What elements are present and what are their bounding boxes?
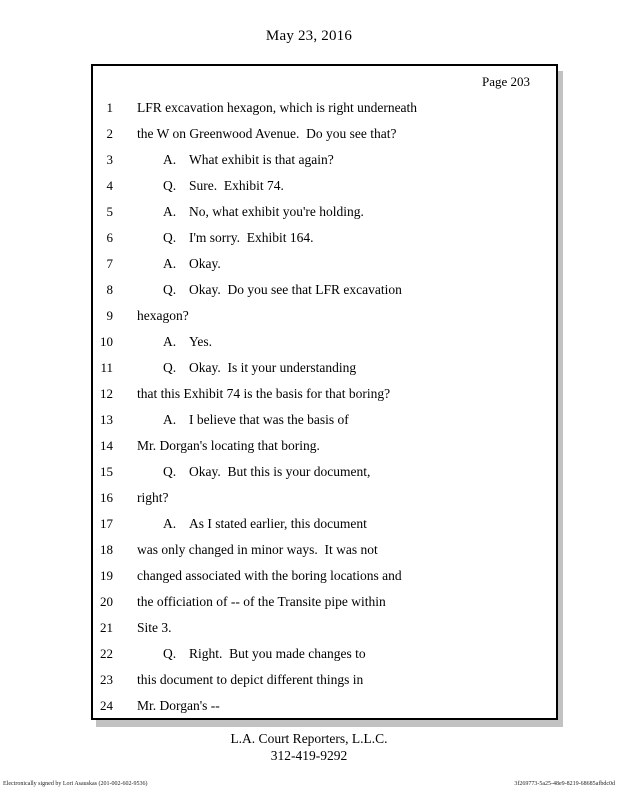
- line-speech: No, what exhibit you're holding.: [189, 204, 364, 219]
- transcript-lines: [93, 100, 556, 724]
- line-number: 20: [100, 594, 113, 609]
- transcript-line: [93, 282, 556, 308]
- line-speech: Yes.: [189, 334, 213, 349]
- line-speech: What exhibit is that again?: [189, 152, 334, 167]
- speaker-prefix: Q.: [163, 646, 177, 661]
- line-text: [137, 412, 349, 428]
- line-text: [137, 230, 314, 246]
- line-text: [137, 360, 356, 376]
- transcript-line: [93, 308, 556, 334]
- transcript-line: [93, 490, 556, 516]
- line-speech: LFR excavation hexagon, which is right underneath: [137, 100, 418, 115]
- line-speech: Mr. Dorgan's --: [137, 698, 220, 713]
- line-speech: was only changed in minor ways. It was not: [137, 542, 378, 557]
- transcript-line: [93, 100, 556, 126]
- line-number: 2: [106, 126, 113, 141]
- reporter-company: L.A. Court Reporters, L.L.C.: [230, 731, 388, 746]
- transcript-line: [93, 386, 556, 412]
- line-speech: Sure. Exhibit 74.: [189, 178, 284, 193]
- transcript-line: [93, 412, 556, 438]
- transcript-line: [93, 256, 556, 282]
- line-number: 17: [100, 516, 113, 531]
- line-speech: changed associated with the boring locations and: [137, 568, 402, 583]
- line-number: 16: [100, 490, 113, 505]
- line-number: 12: [100, 386, 113, 401]
- line-number: 4: [106, 178, 113, 193]
- line-text: [137, 594, 386, 610]
- page-number-label: Page 203: [481, 74, 530, 89]
- line-speech: the officiation of -- of the Transite pipe within: [137, 594, 386, 609]
- line-text: [137, 204, 364, 220]
- line-speech: Mr. Dorgan's locating that boring.: [137, 438, 320, 453]
- line-text: [137, 672, 363, 688]
- line-number: 1: [106, 100, 113, 115]
- line-number: 5: [106, 204, 113, 219]
- line-number: 18: [100, 542, 113, 557]
- line-speech: I believe that was the basis of: [189, 412, 349, 427]
- transcript-line: [93, 620, 556, 646]
- speaker-prefix: A.: [163, 152, 177, 167]
- line-speech: Okay. Is it your understanding: [189, 360, 357, 375]
- line-number: 9: [106, 308, 113, 323]
- line-text: [137, 490, 169, 506]
- line-text: [137, 620, 172, 636]
- line-number: 3: [106, 152, 113, 167]
- transcript-line: [93, 698, 556, 724]
- line-number: 7: [106, 256, 113, 271]
- line-text: [137, 282, 402, 298]
- transcript-line: [93, 360, 556, 386]
- line-number: 14: [100, 438, 113, 453]
- line-text: [137, 152, 334, 168]
- line-speech: that this Exhibit 74 is the basis for that boring?: [137, 386, 391, 401]
- transcript-line: [93, 152, 556, 178]
- speaker-prefix: A.: [163, 334, 177, 349]
- line-number: 24: [100, 698, 113, 713]
- line-speech: Right. But you made changes to: [189, 646, 366, 661]
- line-text: [137, 126, 396, 142]
- speaker-prefix: A.: [163, 256, 177, 271]
- line-number: 15: [100, 464, 113, 479]
- transcript-line: [93, 334, 556, 360]
- electronic-signature-note: Electronically signed by Lori Asauskas (201-002-602-9536): [3, 781, 148, 787]
- speaker-prefix: Q.: [163, 464, 177, 479]
- line-number: 8: [106, 282, 113, 297]
- transcript-line: [93, 438, 556, 464]
- line-number: 22: [100, 646, 113, 661]
- line-speech: Okay.: [189, 256, 221, 271]
- date-header: May 23, 2016: [265, 28, 353, 44]
- line-speech: the W on Greenwood Avenue. Do you see that?: [137, 126, 397, 141]
- reporter-footer: [0, 730, 618, 764]
- line-text: [137, 464, 370, 480]
- line-speech: Okay. Do you see that LFR excavation: [189, 282, 402, 297]
- line-number: 23: [100, 672, 113, 687]
- line-text: [137, 542, 378, 558]
- reporter-phone: 312-419-9292: [270, 748, 348, 763]
- transcript-line: [93, 516, 556, 542]
- line-text: [137, 100, 417, 116]
- line-speech: Site 3.: [137, 620, 172, 635]
- document-id: 3f269773-5a25-48e9-8219-68685afbdc0d: [514, 781, 615, 787]
- transcript-page-box: [91, 64, 558, 720]
- line-text: [137, 646, 366, 662]
- speaker-prefix: A.: [163, 516, 177, 531]
- transcript-line: [93, 542, 556, 568]
- transcript-line: [93, 464, 556, 490]
- line-speech: Okay. But this is your document,: [189, 464, 371, 479]
- line-speech: right?: [137, 490, 169, 505]
- transcript-line: [93, 568, 556, 594]
- line-number: 21: [100, 620, 113, 635]
- line-number: 19: [100, 568, 113, 583]
- transcript-line: [93, 646, 556, 672]
- line-number: 6: [106, 230, 113, 245]
- bottom-strip: [0, 781, 618, 787]
- transcript-line: [93, 594, 556, 620]
- transcript-line: [93, 230, 556, 256]
- speaker-prefix: Q.: [163, 230, 177, 245]
- line-text: [137, 334, 212, 350]
- transcript-line: [93, 126, 556, 152]
- line-number: 10: [100, 334, 113, 349]
- transcript-line: [93, 672, 556, 698]
- line-speech: I'm sorry. Exhibit 164.: [189, 230, 314, 245]
- line-text: [137, 386, 390, 402]
- speaker-prefix: Q.: [163, 178, 177, 193]
- speaker-prefix: A.: [163, 204, 177, 219]
- line-text: [137, 308, 189, 324]
- line-text: [137, 256, 221, 272]
- line-text: [137, 438, 320, 454]
- line-text: [137, 698, 220, 714]
- transcript-line: [93, 204, 556, 230]
- speaker-prefix: Q.: [163, 360, 177, 375]
- line-speech: this document to depict different things in: [137, 672, 364, 687]
- line-speech: As I stated earlier, this document: [189, 516, 367, 531]
- line-speech: hexagon?: [137, 308, 189, 323]
- line-number: 13: [100, 412, 113, 427]
- transcript-line: [93, 178, 556, 204]
- line-text: [137, 178, 284, 194]
- speaker-prefix: Q.: [163, 282, 177, 297]
- line-text: [137, 568, 402, 584]
- speaker-prefix: A.: [163, 412, 177, 427]
- line-text: [137, 516, 367, 532]
- line-number: 11: [100, 360, 113, 375]
